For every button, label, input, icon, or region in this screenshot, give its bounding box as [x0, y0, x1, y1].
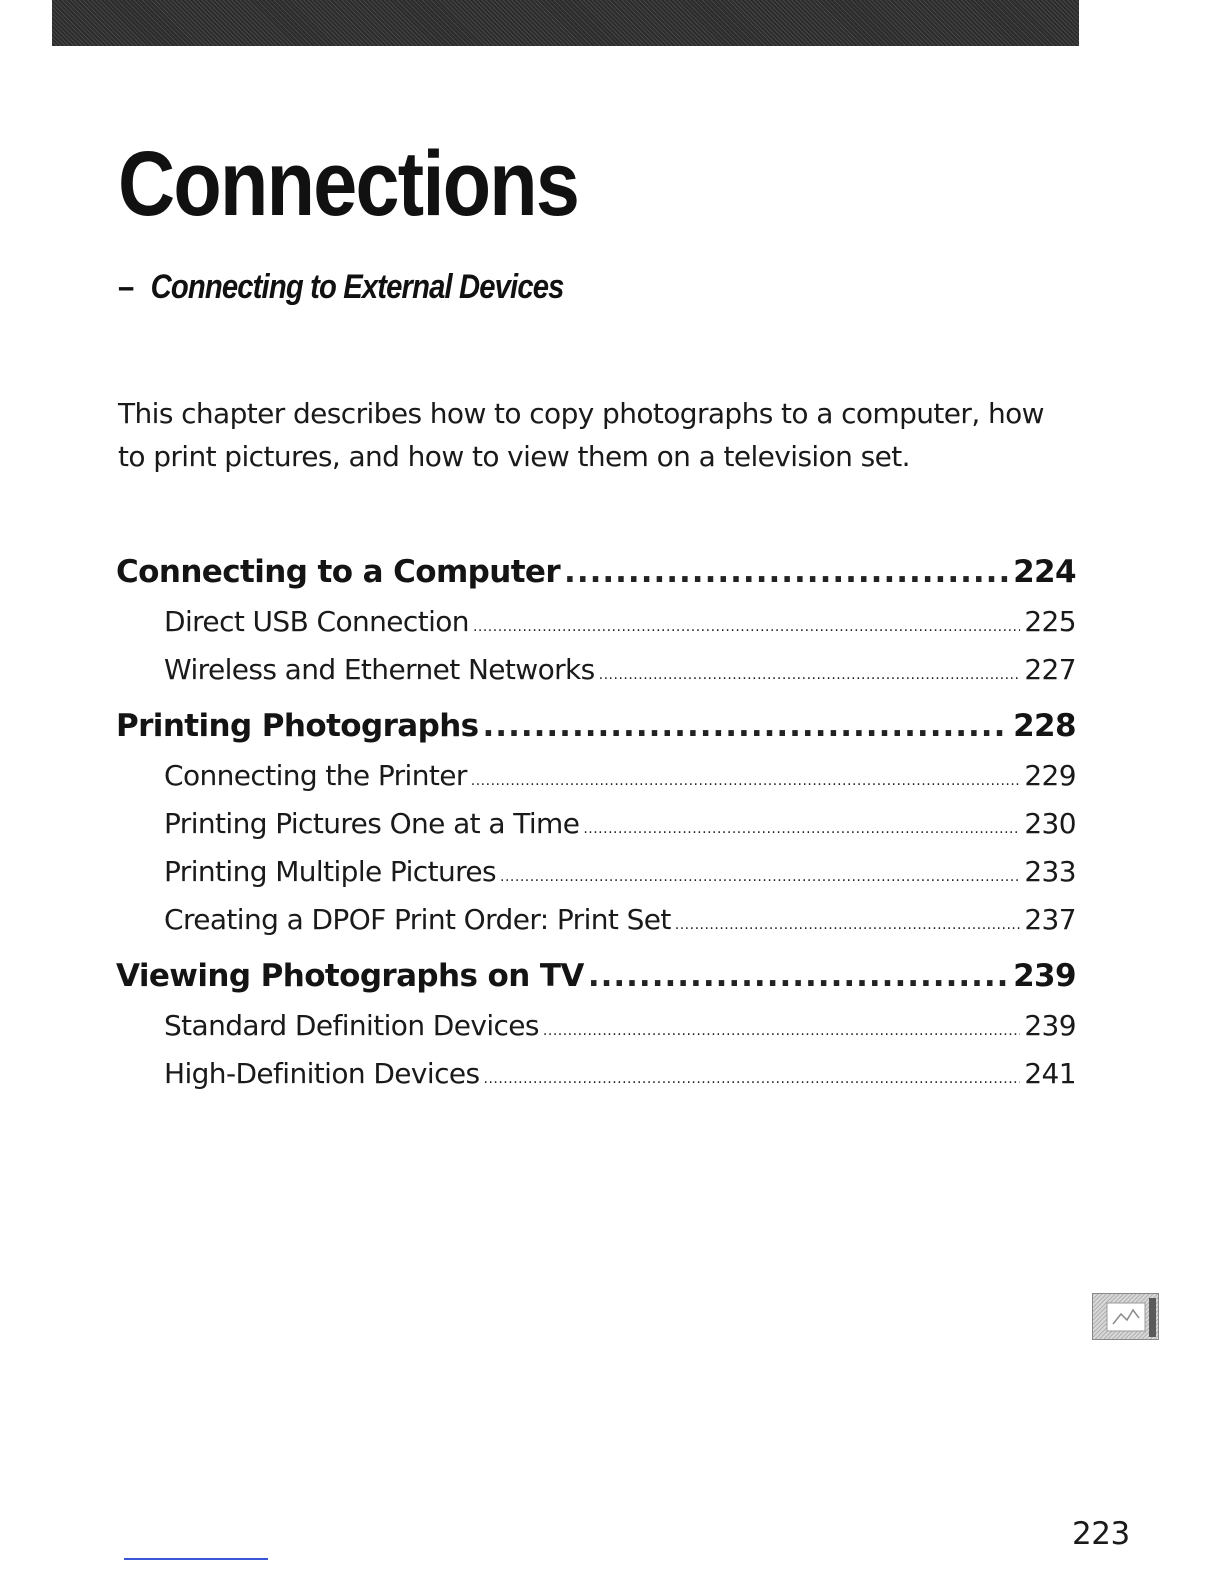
table-of-contents: [116, 540, 1076, 1098]
subtitle-dash: –: [118, 268, 134, 306]
toc-item-label: Wireless and Ethernet Networks: [164, 653, 595, 686]
page-number: 223: [1072, 1516, 1130, 1552]
toc-item-label: Printing Multiple Pictures: [164, 855, 497, 888]
toc-leader-dots: [483, 700, 1010, 752]
chapter-title: Connections: [118, 133, 579, 235]
toc-section-viewing-photographs-on-tv[interactable]: [116, 950, 1076, 1002]
chapter-tab-icon: [1092, 1293, 1159, 1340]
toc-item-label: Direct USB Connection: [164, 605, 469, 638]
toc-leader-dots: [473, 603, 1020, 651]
toc-item-label: High-Definition Devices: [164, 1057, 480, 1090]
toc-section-page: 224: [1013, 554, 1076, 590]
toc-item-page: 237: [1024, 903, 1076, 936]
header-bar: [52, 0, 1079, 46]
toc-item-label: Printing Pictures One at a Time: [164, 807, 580, 840]
subtitle-text: Connecting to External Devices: [150, 268, 564, 306]
chapter-intro: This chapter describes how to copy photographs to a computer, how to print pictures, and how to view them on a television set.: [118, 397, 1044, 473]
toc-section-connecting-to-a-computer[interactable]: [116, 546, 1076, 598]
toc-item-page: 225: [1024, 605, 1076, 638]
toc-section-page: 228: [1013, 708, 1076, 744]
toc-item-printing-pictures-one-at-a-time[interactable]: [116, 800, 1076, 848]
toc-section-page: 239: [1013, 958, 1076, 994]
toc-section-printing-photographs[interactable]: [116, 700, 1076, 752]
toc-section-label: Viewing Photographs on TV: [116, 958, 584, 994]
toc-leader-dots: [500, 853, 1020, 901]
footer-rule: [124, 1558, 268, 1560]
toc-section-label: Printing Photographs: [116, 708, 479, 744]
toc-item-label: Creating a DPOF Print Order: Print Set: [164, 903, 671, 936]
toc-item-page: 230: [1024, 807, 1076, 840]
toc-item-page: 229: [1024, 759, 1076, 792]
toc-item-page: 241: [1024, 1057, 1076, 1090]
connection-symbol-icon: [1093, 1294, 1160, 1341]
toc-item-label: Connecting the Printer: [164, 759, 467, 792]
toc-leader-dots: [588, 950, 1009, 1002]
toc-leader-dots: [599, 651, 1021, 699]
toc-leader-dots: [543, 1007, 1020, 1055]
toc-leader-dots: [675, 901, 1021, 949]
toc-item-high-definition-devices[interactable]: [116, 1050, 1076, 1098]
toc-item-label: Standard Definition Devices: [164, 1009, 539, 1042]
toc-item-page: 227: [1024, 653, 1076, 686]
toc-item-page: 233: [1024, 855, 1076, 888]
toc-section-label: Connecting to a Computer: [116, 554, 561, 590]
toc-item-page: 239: [1024, 1009, 1076, 1042]
toc-leader-dots: [471, 757, 1021, 805]
toc-item-printing-multiple-pictures[interactable]: [116, 848, 1076, 896]
toc-leader-dots: [583, 805, 1020, 853]
toc-item-wireless-and-ethernet-networks[interactable]: [116, 646, 1076, 694]
toc-item-direct-usb-connection[interactable]: [116, 598, 1076, 646]
chapter-subtitle: [118, 268, 564, 307]
toc-item-connecting-the-printer[interactable]: [116, 752, 1076, 800]
toc-item-creating-a-dpof-print-order[interactable]: [116, 896, 1076, 944]
toc-leader-dots: [484, 1055, 1021, 1103]
toc-item-standard-definition-devices[interactable]: [116, 1002, 1076, 1050]
toc-leader-dots: [564, 546, 1009, 598]
